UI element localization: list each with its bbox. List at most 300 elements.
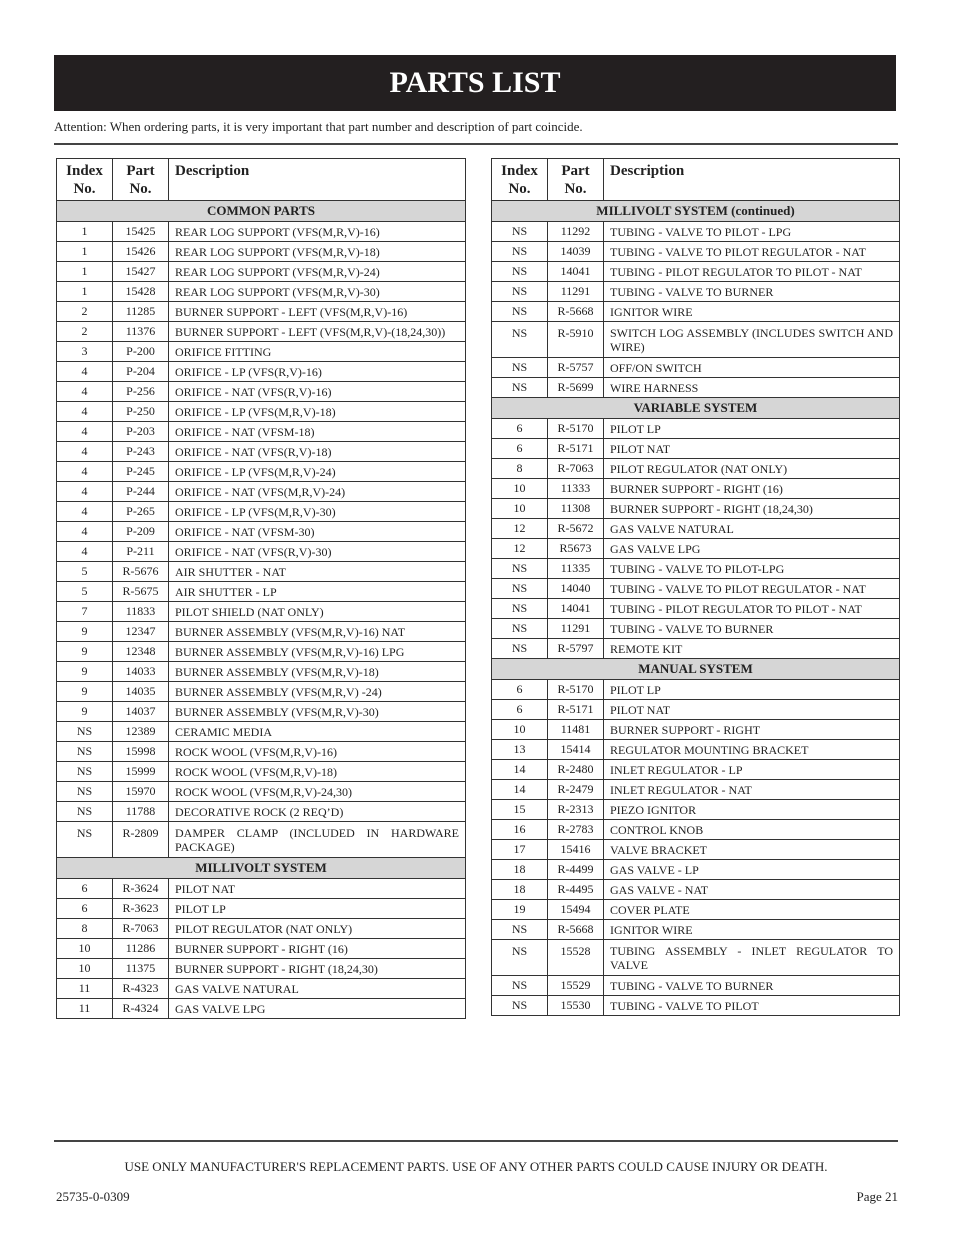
description-cell: TUBING ASSEMBLY - INLET REGULATOR TO VALVE (604, 940, 900, 976)
part-no-cell: 11375 (113, 959, 169, 979)
description-cell: VALVE BRACKET (604, 840, 900, 860)
part-no-cell: R-2313 (548, 800, 604, 820)
part-no-cell: 12347 (113, 622, 169, 642)
description-cell: ROCK WOOL (VFS(M,R,V)-24,30) (169, 782, 466, 802)
part-no-cell: R-7063 (548, 459, 604, 479)
index-no-cell: NS (57, 822, 113, 858)
table-row (57, 242, 466, 262)
description-cell: BURNER SUPPORT - RIGHT (18,24,30) (604, 499, 900, 519)
part-no-cell: 11291 (548, 619, 604, 639)
part-no-cell: R-5757 (548, 358, 604, 378)
index-no-cell: 15 (492, 800, 548, 820)
description-cell: DAMPER CLAMP (INCLUDED IN HARDWARE PACKAGE) (169, 822, 466, 858)
index-no-cell: 10 (57, 959, 113, 979)
description-cell: ORIFICE - NAT (VFS(R,V)-16) (169, 382, 466, 402)
index-no-cell: 9 (57, 682, 113, 702)
description-cell: PILOT NAT (604, 700, 900, 720)
index-no-cell: 6 (492, 680, 548, 700)
index-no-cell: 1 (57, 262, 113, 282)
table-row (492, 920, 900, 940)
description-cell: TUBING - VALVE TO PILOT REGULATOR - NAT (604, 242, 900, 262)
table-row (492, 740, 900, 760)
index-no-cell: NS (492, 976, 548, 996)
section-header-row (492, 201, 900, 222)
description-cell: PILOT REGULATOR (NAT ONLY) (169, 919, 466, 939)
table-row (492, 700, 900, 720)
table-row (57, 662, 466, 682)
index-no-cell: NS (492, 639, 548, 659)
description-cell: ORIFICE - LP (VFS(M,R,V)-18) (169, 402, 466, 422)
part-no-cell: R-4499 (548, 860, 604, 880)
description-cell: SWITCH LOG ASSEMBLY (INCLUDES SWITCH AND WIRE) (604, 322, 900, 358)
index-no-cell: NS (57, 802, 113, 822)
table-row (492, 976, 900, 996)
description-cell: PILOT LP (604, 419, 900, 439)
table-row (492, 539, 900, 559)
part-no-cell: 14040 (548, 579, 604, 599)
document-number: 25735-0-0309 (56, 1189, 130, 1204)
part-no-cell: P-209 (113, 522, 169, 542)
index-no-cell: NS (492, 920, 548, 940)
part-no-cell: R-2480 (548, 760, 604, 780)
index-no-cell: 5 (57, 562, 113, 582)
index-no-cell: 18 (492, 880, 548, 900)
table-row (57, 762, 466, 782)
description-cell: CONTROL KNOB (604, 820, 900, 840)
table-row (492, 840, 900, 860)
index-no-cell: NS (492, 262, 548, 282)
description-cell: GAS VALVE LPG (604, 539, 900, 559)
description-cell: TUBING - VALVE TO PILOT-LPG (604, 559, 900, 579)
part-no-cell: 15428 (113, 282, 169, 302)
table-row (57, 722, 466, 742)
part-no-cell: R-4324 (113, 999, 169, 1019)
description-cell: BURNER SUPPORT - RIGHT (18,24,30) (169, 959, 466, 979)
description-cell: PILOT NAT (169, 879, 466, 899)
description-cell: GAS VALVE NATURAL (169, 979, 466, 999)
description-cell: BURNER ASSEMBLY (VFS(M,R,V)-30) (169, 702, 466, 722)
part-no-cell: 11333 (548, 479, 604, 499)
table-row (57, 462, 466, 482)
description-cell: GAS VALVE - LP (604, 860, 900, 880)
description-cell: COVER PLATE (604, 900, 900, 920)
description-cell: REAR LOG SUPPORT (VFS(M,R,V)-18) (169, 242, 466, 262)
table-row (57, 422, 466, 442)
part-no-cell: 15425 (113, 222, 169, 242)
table-row (57, 482, 466, 502)
section-title: MILLIVOLT SYSTEM (continued) (492, 201, 900, 222)
description-cell: REAR LOG SUPPORT (VFS(M,R,V)-30) (169, 282, 466, 302)
table-row (57, 602, 466, 622)
part-no-cell: 11291 (548, 282, 604, 302)
table-row (492, 780, 900, 800)
description-cell: ORIFICE FITTING (169, 342, 466, 362)
replacement-parts-warning: USE ONLY MANUFACTURER'S REPLACEMENT PARTS. USE OF ANY OTHER PARTS COULD CAUSE INJURY OR DEATH. (124, 1159, 828, 1174)
description-cell: PILOT REGULATOR (NAT ONLY) (604, 459, 900, 479)
part-no-cell: R-4495 (548, 880, 604, 900)
table-row (57, 899, 466, 919)
index-no-cell: 4 (57, 482, 113, 502)
description-cell: TUBING - VALVE TO PILOT REGULATOR - NAT (604, 579, 900, 599)
table-row (492, 996, 900, 1016)
index-no-cell: 11 (57, 999, 113, 1019)
description-cell: REAR LOG SUPPORT (VFS(M,R,V)-24) (169, 262, 466, 282)
divider-bottom (54, 1140, 898, 1142)
description-cell: ROCK WOOL (VFS(M,R,V)-16) (169, 742, 466, 762)
index-no-cell: 19 (492, 900, 548, 920)
part-no-cell: R-4323 (113, 979, 169, 999)
table-row (57, 502, 466, 522)
part-no-cell: 14041 (548, 262, 604, 282)
index-no-cell: 10 (57, 939, 113, 959)
table-row (492, 940, 900, 976)
index-no-cell: 4 (57, 502, 113, 522)
index-no-cell: 12 (492, 519, 548, 539)
part-no-cell: 15494 (548, 900, 604, 920)
part-no-cell: 15530 (548, 996, 604, 1016)
part-no-cell: P-243 (113, 442, 169, 462)
index-no-cell: NS (492, 222, 548, 242)
description-cell: TUBING - VALVE TO PILOT - LPG (604, 222, 900, 242)
description-cell: PIEZO IGNITOR (604, 800, 900, 820)
section-header-row (492, 398, 900, 419)
table-row (492, 559, 900, 579)
index-no-cell: 4 (57, 542, 113, 562)
table-row (492, 599, 900, 619)
table-row (57, 282, 466, 302)
index-no-cell: 16 (492, 820, 548, 840)
index-no-cell: 4 (57, 522, 113, 542)
index-no-cell: 6 (492, 700, 548, 720)
index-no-cell: NS (492, 302, 548, 322)
index-no-cell: 14 (492, 760, 548, 780)
table-row (57, 302, 466, 322)
table-row (57, 322, 466, 342)
description-cell: PILOT LP (604, 680, 900, 700)
description-cell: INLET REGULATOR - LP (604, 760, 900, 780)
part-no-cell: 11285 (113, 302, 169, 322)
attention-note: Attention: When ordering parts, it is very important that part number and description of part coincide. (54, 119, 583, 134)
index-no-cell: NS (492, 242, 548, 262)
part-no-cell: 14041 (548, 599, 604, 619)
part-no-header: Part No. (548, 159, 604, 201)
index-no-cell: NS (492, 358, 548, 378)
table-row (492, 302, 900, 322)
part-no-cell: 11788 (113, 802, 169, 822)
index-no-cell: 1 (57, 282, 113, 302)
description-cell: TUBING - VALVE TO BURNER (604, 976, 900, 996)
index-no-cell: 9 (57, 662, 113, 682)
description-cell: IGNITOR WIRE (604, 302, 900, 322)
table-row (492, 459, 900, 479)
part-no-cell: P-203 (113, 422, 169, 442)
part-no-cell: R-5672 (548, 519, 604, 539)
table-row (492, 499, 900, 519)
table-row (57, 879, 466, 899)
parts-table-left (56, 158, 466, 1019)
description-cell: GAS VALVE LPG (169, 999, 466, 1019)
description-cell: TUBING - VALVE TO BURNER (604, 282, 900, 302)
table-row (57, 782, 466, 802)
section-title: VARIABLE SYSTEM (492, 398, 900, 419)
index-no-cell: 9 (57, 642, 113, 662)
part-no-cell: R-5170 (548, 680, 604, 700)
part-no-cell: R-5668 (548, 302, 604, 322)
part-no-cell: 15414 (548, 740, 604, 760)
table-row (492, 282, 900, 302)
index-no-cell: NS (57, 742, 113, 762)
index-no-cell: 6 (492, 439, 548, 459)
part-no-cell: 15427 (113, 262, 169, 282)
table-row (492, 378, 900, 398)
part-no-cell: R-3623 (113, 899, 169, 919)
description-cell: REMOTE KIT (604, 639, 900, 659)
part-no-cell: 11335 (548, 559, 604, 579)
description-cell: BURNER ASSEMBLY (VFS(M,R,V)-16) LPG (169, 642, 466, 662)
part-no-cell: 12348 (113, 642, 169, 662)
index-no-header: Index No. (57, 159, 113, 201)
index-no-cell: 1 (57, 242, 113, 262)
index-no-cell: NS (492, 996, 548, 1016)
table-row (492, 880, 900, 900)
table-row (57, 622, 466, 642)
index-no-cell: NS (57, 782, 113, 802)
index-no-cell: NS (492, 940, 548, 976)
part-no-cell: R5673 (548, 539, 604, 559)
index-no-cell: 13 (492, 740, 548, 760)
part-no-cell: R-2783 (548, 820, 604, 840)
description-cell: PILOT LP (169, 899, 466, 919)
description-cell: OFF/ON SWITCH (604, 358, 900, 378)
description-cell: REAR LOG SUPPORT (VFS(M,R,V)-16) (169, 222, 466, 242)
part-no-cell: R-2479 (548, 780, 604, 800)
index-no-cell: 6 (57, 879, 113, 899)
index-no-cell: NS (492, 378, 548, 398)
part-no-cell: 12389 (113, 722, 169, 742)
index-no-cell: 8 (492, 459, 548, 479)
table-row (57, 582, 466, 602)
table-row (57, 979, 466, 999)
index-no-cell: 5 (57, 582, 113, 602)
table-row (57, 742, 466, 762)
description-cell: AIR SHUTTER - NAT (169, 562, 466, 582)
part-no-cell: R-5676 (113, 562, 169, 582)
index-no-cell: 10 (492, 479, 548, 499)
part-no-cell: P-265 (113, 502, 169, 522)
part-no-cell: 15528 (548, 940, 604, 976)
part-no-cell: P-204 (113, 362, 169, 382)
part-no-cell: R-5699 (548, 378, 604, 398)
index-no-cell: 7 (57, 602, 113, 622)
index-no-header: Index No. (492, 159, 548, 201)
index-no-cell: 4 (57, 402, 113, 422)
index-no-cell: 14 (492, 780, 548, 800)
index-no-cell: 4 (57, 382, 113, 402)
part-no-cell: 14033 (113, 662, 169, 682)
description-header: Description (169, 159, 466, 201)
table-row (57, 642, 466, 662)
index-no-cell: NS (57, 722, 113, 742)
part-no-cell: 11376 (113, 322, 169, 342)
section-header-row (57, 858, 466, 879)
index-no-cell: 4 (57, 442, 113, 462)
index-no-cell: 10 (492, 720, 548, 740)
part-no-cell: 15416 (548, 840, 604, 860)
table-row (57, 542, 466, 562)
table-row (57, 822, 466, 858)
table-row (492, 820, 900, 840)
description-cell: TUBING - PILOT REGULATOR TO PILOT - NAT (604, 599, 900, 619)
table-row (57, 222, 466, 242)
description-cell: BURNER SUPPORT - RIGHT (16) (169, 939, 466, 959)
description-cell: BURNER SUPPORT - LEFT (VFS(M,R,V)-(18,24,30)) (169, 322, 466, 342)
section-title: MANUAL SYSTEM (492, 659, 900, 680)
index-no-cell: 9 (57, 702, 113, 722)
description-cell: BURNER ASSEMBLY (VFS(M,R,V)-16) NAT (169, 622, 466, 642)
index-no-cell: 6 (57, 899, 113, 919)
description-cell: BURNER ASSEMBLY (VFS(M,R,V)-18) (169, 662, 466, 682)
section-title: MILLIVOLT SYSTEM (57, 858, 466, 879)
table-row (57, 382, 466, 402)
index-no-cell: 18 (492, 860, 548, 880)
table-row (57, 682, 466, 702)
table-row (57, 262, 466, 282)
table-row (492, 222, 900, 242)
table-row (57, 402, 466, 422)
description-cell: GAS VALVE NATURAL (604, 519, 900, 539)
table-row (57, 342, 466, 362)
description-cell: PILOT SHIELD (NAT ONLY) (169, 602, 466, 622)
table-row (57, 562, 466, 582)
table-row (492, 439, 900, 459)
index-no-cell: 12 (492, 539, 548, 559)
table-row (492, 900, 900, 920)
index-no-cell: 6 (492, 419, 548, 439)
index-no-cell: 4 (57, 422, 113, 442)
description-cell: PILOT NAT (604, 439, 900, 459)
table-row (492, 619, 900, 639)
table-row (492, 800, 900, 820)
part-no-cell: 11286 (113, 939, 169, 959)
description-cell: ORIFICE - LP (VFS(M,R,V)-30) (169, 502, 466, 522)
part-no-cell: 11292 (548, 222, 604, 242)
description-cell: CERAMIC MEDIA (169, 722, 466, 742)
description-cell: REGULATOR MOUNTING BRACKET (604, 740, 900, 760)
parts-table-right (491, 158, 900, 1016)
description-cell: ROCK WOOL (VFS(M,R,V)-18) (169, 762, 466, 782)
part-no-cell: R-5910 (548, 322, 604, 358)
index-no-cell: NS (492, 599, 548, 619)
index-no-cell: 2 (57, 322, 113, 342)
part-no-cell: P-256 (113, 382, 169, 402)
index-no-cell: NS (492, 559, 548, 579)
description-cell: ORIFICE - LP (VFS(R,V)-16) (169, 362, 466, 382)
part-no-cell: R-5797 (548, 639, 604, 659)
index-no-cell: 11 (57, 979, 113, 999)
table-row (57, 999, 466, 1019)
index-no-cell: 1 (57, 222, 113, 242)
part-no-cell: P-250 (113, 402, 169, 422)
part-no-cell: 14039 (548, 242, 604, 262)
table-row (492, 419, 900, 439)
table-row (57, 959, 466, 979)
part-no-cell: R-7063 (113, 919, 169, 939)
part-no-cell: R-3624 (113, 879, 169, 899)
description-cell: BURNER SUPPORT - RIGHT (16) (604, 479, 900, 499)
table-row (492, 519, 900, 539)
description-cell: DECORATIVE ROCK (2 REQ’D) (169, 802, 466, 822)
part-no-cell: 11481 (548, 720, 604, 740)
description-cell: IGNITOR WIRE (604, 920, 900, 940)
table-row (492, 358, 900, 378)
description-cell: BURNER SUPPORT - RIGHT (604, 720, 900, 740)
section-header-row (57, 201, 466, 222)
description-cell: ORIFICE - LP (VFS(M,R,V)-24) (169, 462, 466, 482)
description-cell: TUBING - VALVE TO PILOT (604, 996, 900, 1016)
table-row (492, 860, 900, 880)
index-no-cell: 4 (57, 462, 113, 482)
table-row (492, 680, 900, 700)
description-cell: ORIFICE - NAT (VFS(R,V)-18) (169, 442, 466, 462)
part-no-cell: R-5170 (548, 419, 604, 439)
part-no-cell: 15999 (113, 762, 169, 782)
section-title: COMMON PARTS (57, 201, 466, 222)
index-no-cell: 4 (57, 362, 113, 382)
part-no-cell: 14037 (113, 702, 169, 722)
table-row (492, 760, 900, 780)
index-no-cell: 9 (57, 622, 113, 642)
part-no-cell: P-244 (113, 482, 169, 502)
index-no-cell: NS (492, 579, 548, 599)
description-cell: AIR SHUTTER - LP (169, 582, 466, 602)
table-row (57, 702, 466, 722)
table-row (57, 522, 466, 542)
description-cell: ORIFICE - NAT (VFSM-18) (169, 422, 466, 442)
part-no-cell: 11308 (548, 499, 604, 519)
table-row (492, 579, 900, 599)
index-no-cell: NS (492, 282, 548, 302)
page-number: Page 21 (856, 1189, 898, 1204)
index-no-cell: 17 (492, 840, 548, 860)
table-row (57, 362, 466, 382)
section-header-row (492, 659, 900, 680)
index-no-cell: 10 (492, 499, 548, 519)
part-no-cell: 15998 (113, 742, 169, 762)
description-cell: GAS VALVE - NAT (604, 880, 900, 900)
part-no-cell: 11833 (113, 602, 169, 622)
part-no-cell: R-5171 (548, 439, 604, 459)
part-no-cell: 15426 (113, 242, 169, 262)
index-no-cell: NS (492, 619, 548, 639)
part-no-cell: R-5675 (113, 582, 169, 602)
table-row (492, 639, 900, 659)
index-no-cell: 8 (57, 919, 113, 939)
description-cell: ORIFICE - NAT (VFSM-30) (169, 522, 466, 542)
part-no-cell: P-245 (113, 462, 169, 482)
index-no-cell: NS (57, 762, 113, 782)
description-cell: ORIFICE - NAT (VFS(M,R,V)-24) (169, 482, 466, 502)
table-row (492, 262, 900, 282)
description-cell: WIRE HARNESS (604, 378, 900, 398)
description-header: Description (604, 159, 900, 201)
part-no-header: Part No. (113, 159, 169, 201)
table-row (57, 939, 466, 959)
description-cell: BURNER SUPPORT - LEFT (VFS(M,R,V)-16) (169, 302, 466, 322)
part-no-cell: R-5171 (548, 700, 604, 720)
description-cell: TUBING - PILOT REGULATOR TO PILOT - NAT (604, 262, 900, 282)
part-no-cell: R-5668 (548, 920, 604, 940)
table-row (492, 322, 900, 358)
